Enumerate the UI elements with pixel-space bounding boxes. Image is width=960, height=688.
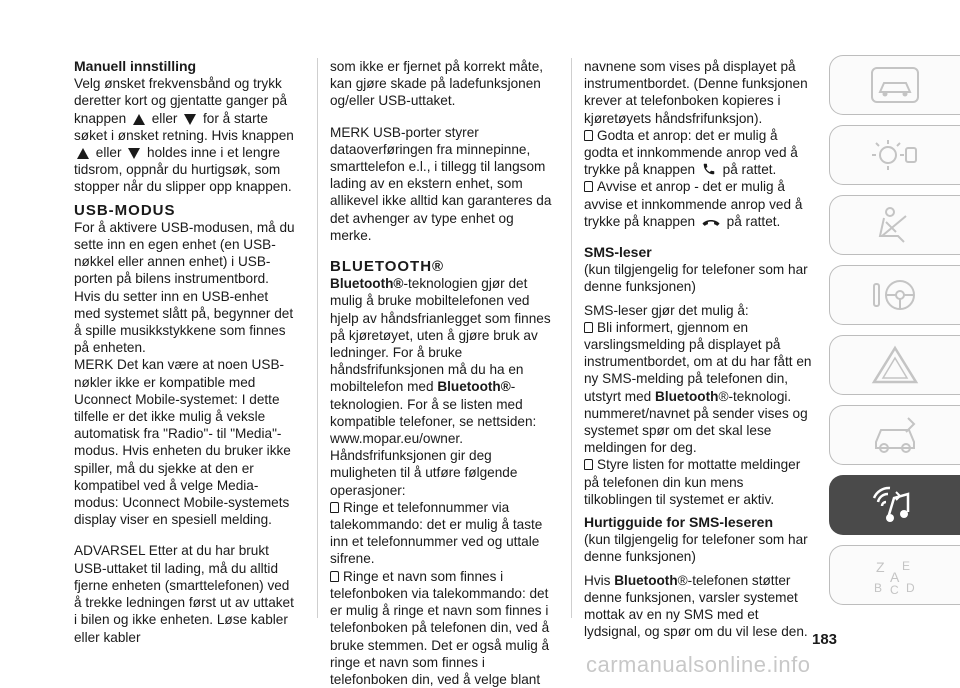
text-bold: Bluetooth (655, 388, 719, 404)
bullet-icon (584, 181, 593, 192)
text: Styre listen for mottatte meldinger på telefonen din kun mens tilkoblingen til systemet er aktiv. (584, 457, 801, 507)
bullet-icon (584, 130, 593, 141)
text-bold: Bluetooth® (330, 276, 404, 292)
paragraph-guide-2 (584, 572, 814, 641)
tab-seat-safety[interactable] (829, 195, 960, 255)
column-3 (584, 58, 814, 641)
index-letters-icon (868, 554, 922, 596)
paragraph-continued: som ikke er fjernet på korrekt måte, kan gjøre skade på ladefunksjonen og/eller USB-uttaket. (330, 59, 544, 109)
chapter-tabs (829, 55, 960, 615)
column-1 (74, 58, 296, 646)
triangle-down-icon (128, 148, 140, 159)
bullet-item (330, 499, 554, 568)
paragraph-continued: navnene som vises på displayet på instrumentbordet. (Denne funksjonen krever at telefonboken kopieres i kjøretøyets håndsfrifunksjon). (584, 59, 808, 126)
text-bold: Bluetooth (614, 572, 678, 588)
bullet-item (584, 127, 814, 179)
svg-text:Z: Z (876, 559, 885, 575)
tab-index[interactable] (829, 545, 960, 605)
seat-safety-icon (868, 204, 922, 246)
text: Avvise et anrop - det er mulig å avvise et innkommende anrop ved å trykke på knappen (584, 179, 803, 229)
text: for å starte søket i ønsket retning. Hvis knappen (74, 110, 294, 143)
triangle-down-icon (184, 114, 196, 125)
text: -teknologien. For å se listen med kompatible telefoner, se nettsiden: www.mopar.eu/owner. (330, 379, 537, 447)
text: Godta et anrop: det er mulig å godta et innkommende anrop ved å trykke på knappen (584, 127, 798, 178)
paragraph-usb-1: For å aktivere USB-modusen, må du sette inn en egen enhet (en USB-nøkkel eller annen enhet) i USB-porten på bilens instrumentbord. Hvis du setter inn en USB-enhet med systemet slått på, begynner det å spille musikkstykkene som finnes på enheten. (74, 219, 295, 356)
svg-text:C: C (890, 583, 899, 596)
text-bold: Bluetooth® (437, 379, 511, 395)
column-divider (571, 58, 572, 618)
text: Bli informert, gjennom en varslingsmelding på displayet på instrumentbordet, om at du har fått en ny SMS-melding på telefonen din, utstyrt med (584, 319, 812, 404)
text: Hvis (584, 572, 611, 588)
multimedia-icon (868, 484, 922, 526)
svg-text:D: D (906, 581, 915, 595)
bullet-icon (330, 571, 339, 582)
paragraph-sms-1: (kun tilgjengelig for telefoner som har denne funksjonen) (584, 262, 808, 295)
text: ®-teknologi. nummeret/navnet på sender vises og systemet spør om det skal lese meldingen for deg. (584, 388, 808, 456)
bullet-icon (330, 502, 339, 513)
warning-lights-icon (868, 134, 922, 176)
watermark: carmanualsonline.info (586, 652, 811, 677)
bullet-icon (584, 459, 593, 470)
text: på rattet. (722, 162, 777, 178)
bullet-item (330, 568, 554, 688)
svg-text:E: E (902, 559, 911, 573)
svg-text:B: B (874, 581, 883, 595)
text: -teknologien gjør det mulig å bruke mobiltelefonen ved hjelp av håndsfrianlegget som finnes på kjøretøyet, uten å gjøre bruk av ledninger. For å bruke håndsfrifunksjonen må du ha en mobiltelefon med (330, 276, 551, 395)
text: ®-telefonen støtter denne funksjonen, varsler systemet mottak av en ny SMS med et lydsignal, og spør om du vil lese den. (584, 572, 808, 640)
heading-manual-tuning: Manuell innstilling (74, 58, 197, 74)
tab-maintenance-car[interactable] (829, 405, 960, 465)
steering-key-icon (868, 274, 922, 316)
bullet-item (584, 178, 814, 230)
paragraph-manual (74, 75, 296, 195)
column-2 (330, 58, 554, 688)
bullet-item (584, 319, 814, 457)
bullet-item (584, 456, 814, 508)
triangle-up-icon (77, 148, 89, 159)
paragraph-warning: ADVARSEL Etter at du har brukt USB-uttaket til lading, må du alltid fjerne enheten (smarttelefonen) ved å trekke ledningen først ut av uttaket i bilen og ikke enheten. Løse kabler eller kabler (74, 543, 294, 645)
paragraph-bluetooth (330, 275, 554, 447)
text: Ringe et telefonnummer via talekommando: det er mulig å taste inn et telefonnummer ved og uttale sifrene. (330, 499, 543, 567)
text: Velg ønsket frekvensbånd og trykk deretter kort og gjentatte ganger på knappen (74, 76, 288, 126)
heading-usb-mode: USB-MODUS (74, 201, 176, 219)
tab-emergency-triangle[interactable] (829, 335, 960, 395)
paragraph-sms-2: SMS-leser gjør det mulig å: (584, 302, 749, 318)
paragraph-usb-2: MERK Det kan være at noen USB-nøkler ikke er kompatible med Uconnect Mobile-systemet: I dette tilfelle er det ikke mulig å veksle automatisk fra "Radio"- til "Media"-modus. Hvis enheten du bruker ikke spiller, må du sjekke at den er kompatibel ved å velge Media-modus: Uconnect Mobile-systemets display viser en spesiell melding. (74, 357, 291, 528)
bullet-icon (584, 322, 593, 333)
phone-reject-icon (702, 218, 720, 228)
phone-accept-icon (702, 162, 716, 176)
text: Ringe et navn som finnes i telefonboken via talekommando: det er mulig å ringe et navn som finnes i telefonboken på telefonen din, ved å bruke stemmen. Det er også mulig å ringe et navn som finnes i telefonboken din, ved å velge blant (330, 568, 550, 687)
text: holdes inne i et lengre tidsrom, oppnår du hurtigsøk, som stopper når du slipper opp knappen. (74, 145, 292, 195)
tab-multimedia[interactable] (829, 475, 960, 535)
emergency-triangle-icon (868, 344, 922, 386)
page-number: 183 (812, 631, 838, 648)
triangle-up-icon (133, 114, 145, 125)
heading-sms-reader: SMS-leser (584, 244, 652, 261)
text: eller (151, 110, 178, 126)
paragraph-note: MERK USB-porter styrer dataoverføringen fra minnepinne, smarttelefon e.l., i tillegg til langsom lading av en ekstern enhet, som allikevel ikke alltid kan garanteres da det avhenger av type enhet og merke. (330, 124, 552, 243)
maintenance-car-icon (868, 414, 922, 456)
heading-sms-guide: Hurtigguide for SMS-leseren (584, 514, 774, 531)
text: på rattet. (726, 213, 781, 229)
column-divider (317, 58, 318, 618)
paragraph-guide-1: (kun tilgjengelig for telefoner som har denne funksjonen) (584, 532, 808, 565)
tab-warning-lights[interactable] (829, 125, 960, 185)
car-dashboard-icon (868, 64, 922, 106)
heading-bluetooth: BLUETOOTH® (330, 258, 445, 276)
paragraph-functions: Håndsfrifunksjonen gir deg muligheten til å utføre følgende operasjoner: (330, 448, 518, 498)
text: eller (95, 145, 122, 161)
tab-car-dashboard[interactable] (829, 55, 960, 115)
svg-text:A: A (890, 569, 900, 585)
tab-steering-key[interactable] (829, 265, 960, 325)
